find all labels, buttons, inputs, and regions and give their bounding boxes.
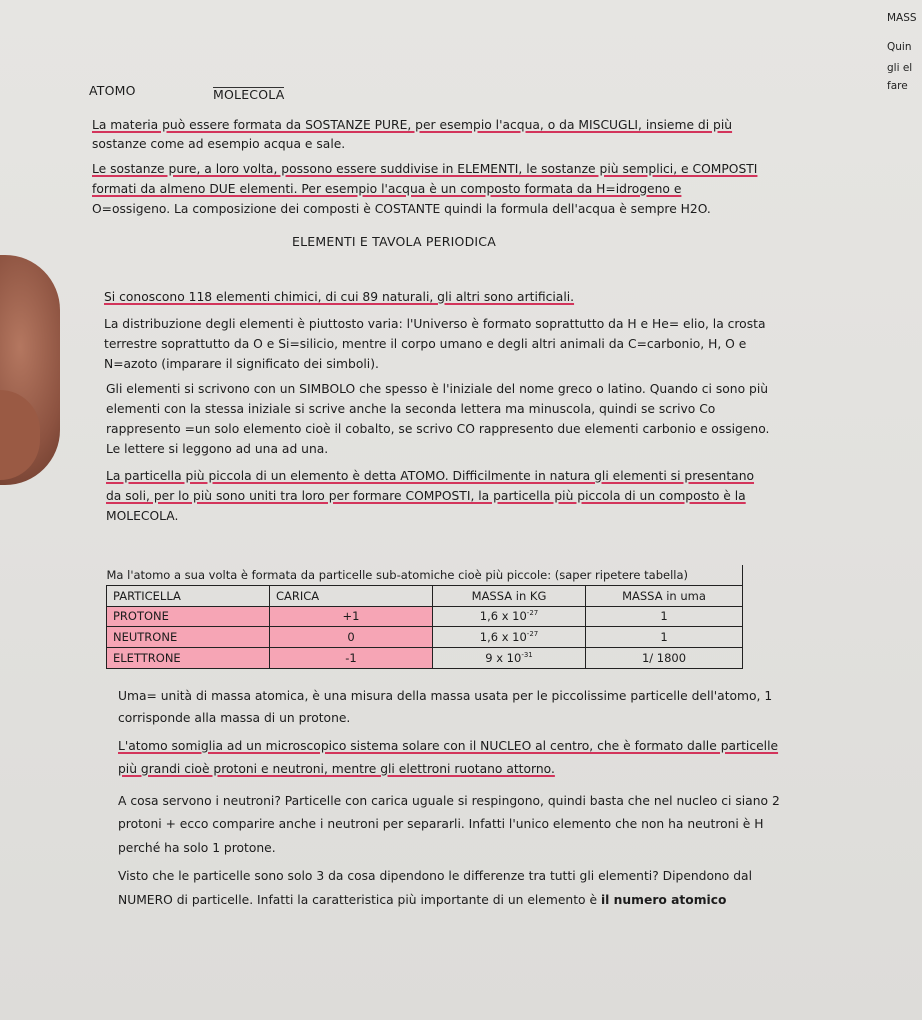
header-particella: PARTICELLA: [107, 585, 270, 606]
cell-massa-uma: 1: [586, 606, 743, 627]
paragraph-line: più grandi cioè protoni e neutroni, mentre gli elettroni ruotano attorno.: [118, 762, 555, 776]
paragraph-line: Gli elementi si scrivono con un SIMBOLO che spesso è l'iniziale del nome greco o latino. Quando ci sono più: [106, 382, 769, 396]
cell-massa-uma: 1/ 1800: [586, 648, 743, 669]
table-header-row: [107, 585, 743, 606]
paragraph-line: protoni + ecco comparire anche i neutroni per separarli. Infatti l'unico elemento che non ha neutroni è H: [118, 817, 764, 831]
paragraph-line: Si conoscono 118 elementi chimici, di cui 89 naturali, gli altri sono artificiali.: [104, 290, 575, 304]
bold-term-numero-atomico: il numero atomico: [600, 893, 727, 907]
massa-kg-exponent: -31: [521, 651, 533, 660]
paragraph-line-final: [118, 894, 727, 906]
paragraph-line: L'atomo somiglia ad un microscopico sistema solare con il NUCLEO al centro, che è formato dalle particelle: [118, 739, 779, 753]
paragraph-line: La materia può essere formata da SOSTANZE PURE, per esempio l'acqua, o da MISCUGLI, insieme di più: [92, 118, 733, 132]
paragraph-line: formati da almeno DUE elementi. Per esempio l'acqua è un composto formata da H=idrogeno e: [92, 182, 682, 196]
cell-carica: -1: [270, 648, 433, 669]
cell-massa-kg: [433, 606, 586, 627]
header-massa-kg: MASSA in KG: [433, 585, 586, 606]
cell-massa-uma: 1: [586, 627, 743, 648]
cell-massa-kg: [433, 648, 586, 669]
header-massa-uma: MASSA in uma: [586, 585, 743, 606]
right-fragment-mass: MASS: [887, 12, 917, 24]
massa-kg-exponent: -27: [526, 609, 539, 618]
right-fragment-quin: Quin: [887, 41, 912, 53]
heading-elementi-tavola: ELEMENTI E TAVOLA PERIODICA: [292, 234, 496, 249]
cell-carica: +1: [270, 606, 433, 627]
massa-kg-base: 9 x 10: [485, 651, 522, 666]
paragraph-line: O=ossigeno. La composizione dei composti è COSTANTE quindi la formula dell'acqua è sempre H2O.: [92, 202, 711, 216]
table-row: [107, 606, 743, 627]
paragraph-text: NUMERO di particelle. Infatti la caratteristica più importante di un elemento è: [118, 893, 601, 907]
paragraph-line: da soli, per lo più sono uniti tra loro per formare COMPOSTI, la particella più piccola di un composto è la: [106, 489, 746, 503]
paragraph-line: perché ha solo 1 protone.: [118, 841, 276, 855]
massa-kg-base: 1,6 x 10: [479, 630, 527, 645]
paragraph-line: Uma= unità di massa atomica, è una misura della massa usata per le piccolissime particelle dell'atomo, 1: [118, 689, 773, 703]
paragraph-line: Le lettere si leggono ad una ad una.: [106, 442, 329, 456]
table-row: [107, 627, 743, 648]
paragraph-line: La distribuzione degli elementi è piuttosto varia: l'Universo è formato soprattutto da H e He= elio, la crosta: [104, 317, 766, 331]
right-fragment-gli: gli el: [887, 62, 913, 74]
paragraph-line: MOLECOLA.: [106, 509, 179, 523]
paragraph-line: corrisponde alla massa di un protone.: [118, 711, 351, 725]
cell-particella: NEUTRONE: [107, 627, 270, 648]
paragraph-line: N=azoto (imparare il significato dei simboli).: [104, 357, 379, 371]
heading-molecola: MOLECOLA: [213, 87, 285, 102]
paragraph-line: sostanze come ad esempio acqua e sale.: [92, 137, 346, 151]
cell-particella: PROTONE: [107, 606, 270, 627]
heading-atomo: ATOMO: [89, 83, 136, 98]
cell-carica: 0: [270, 627, 433, 648]
paragraph-line: Le sostanze pure, a loro volta, possono essere suddivise in ELEMENTI, le sostanze più semplici, e COMPOSTI: [92, 162, 758, 176]
paragraph-line: terrestre soprattutto da O e Si=silicio, mentre il corpo umano e degli altri animali da C=carbonio, H, O e: [104, 337, 747, 351]
cell-particella: ELETTRONE: [107, 648, 270, 669]
cell-massa-kg: [433, 627, 586, 648]
paragraph-line: elementi con la stessa iniziale si scrive anche la seconda lettera ma minuscola, quindi se scrivo Co: [106, 402, 716, 416]
massa-kg-base: 1,6 x 10: [479, 609, 527, 624]
paragraph-line: A cosa servono i neutroni? Particelle con carica uguale si respingono, quindi basta che nel nucleo ci siano 2: [118, 794, 780, 808]
massa-kg-exponent: -27: [526, 630, 539, 639]
table-row: [107, 648, 743, 669]
header-carica: CARICA: [270, 585, 433, 606]
table-caption: Ma l'atomo a sua volta è formata da particelle sub-atomiche cioè più piccole: (saper ripetere tabella): [107, 565, 743, 585]
paragraph-line: La particella più piccola di un elemento è detta ATOMO. Difficilmente in natura gli elementi si presentano: [106, 469, 755, 483]
subatomic-particles-table: [106, 565, 743, 669]
paragraph-line: rappresento =un solo elemento cioè il cobalto, se scrivo CO rappresento due elementi carbonio e ossigeno.: [106, 422, 770, 436]
paragraph-line: Visto che le particelle sono solo 3 da cosa dipendono le differenze tra tutti gli elementi? Dipendono dal: [118, 869, 752, 883]
right-fragment-fare: fare: [887, 80, 908, 92]
